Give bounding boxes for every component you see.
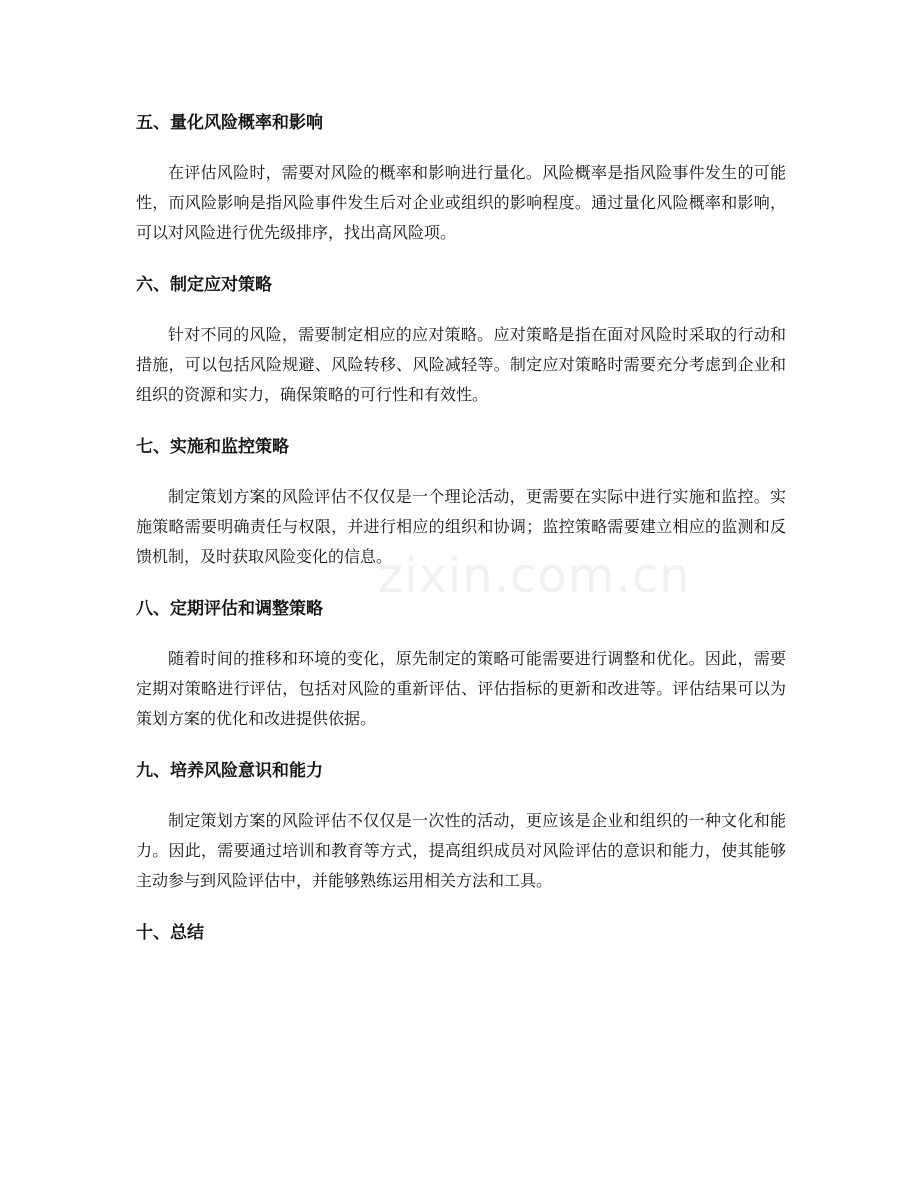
- section-heading: 六、制定应对策略: [136, 275, 272, 295]
- section-9: [136, 756, 786, 896]
- section-6: [136, 270, 786, 410]
- section-10: [136, 918, 786, 948]
- section-heading: 十、总结: [136, 923, 204, 943]
- section-paragraph: 在评估风险时，需要对风险的概率和影响进行量化。风险概率是指风险事件发生的可能性，而风险影响是指风险事件发生后对企业或组织的影响程度。通过量化风险概率和影响，可以对风险进行优先级排序，找出高风险项。: [136, 163, 786, 242]
- document-content: [136, 108, 786, 968]
- section-heading: 七、实施和监控策略: [136, 437, 289, 457]
- section-7: [136, 432, 786, 572]
- section-paragraph: 针对不同的风险，需要制定相应的应对策略。应对策略是指在面对风险时采取的行动和措施，可以包括风险规避、风险转移、风险减轻等。制定应对策略时需要充分考虑到企业和组织的资源和实力，确保策略的可行性和有效性。: [136, 325, 786, 404]
- section-paragraph: 制定策划方案的风险评估不仅仅是一次性的活动，更应该是企业和组织的一种文化和能力。因此，需要通过培训和教育等方式，提高组织成员对风险评估的意识和能力，使其能够主动参与到风险评估中，并能够熟练运用相关方法和工具。: [136, 811, 786, 890]
- section-8: [136, 594, 786, 734]
- section-heading: 九、培养风险意识和能力: [136, 761, 323, 781]
- section-paragraph: 随着时间的推移和环境的变化，原先制定的策略可能需要进行调整和优化。因此，需要定期对策略进行评估，包括对风险的重新评估、评估指标的更新和改进等。评估结果可以为策划方案的优化和改进提供依据。: [136, 649, 786, 728]
- section-5: [136, 108, 786, 248]
- watermark: zixin.com.cn: [378, 548, 691, 604]
- section-heading: 五、量化风险概率和影响: [136, 113, 323, 133]
- section-paragraph: 制定策划方案的风险评估不仅仅是一个理论活动，更需要在实际中进行实施和监控。实施策略需要明确责任与权限，并进行相应的组织和协调；监控策略需要建立相应的监测和反馈机制，及时获取风险变化的信息。: [136, 487, 786, 566]
- section-heading: 八、定期评估和调整策略: [136, 599, 323, 619]
